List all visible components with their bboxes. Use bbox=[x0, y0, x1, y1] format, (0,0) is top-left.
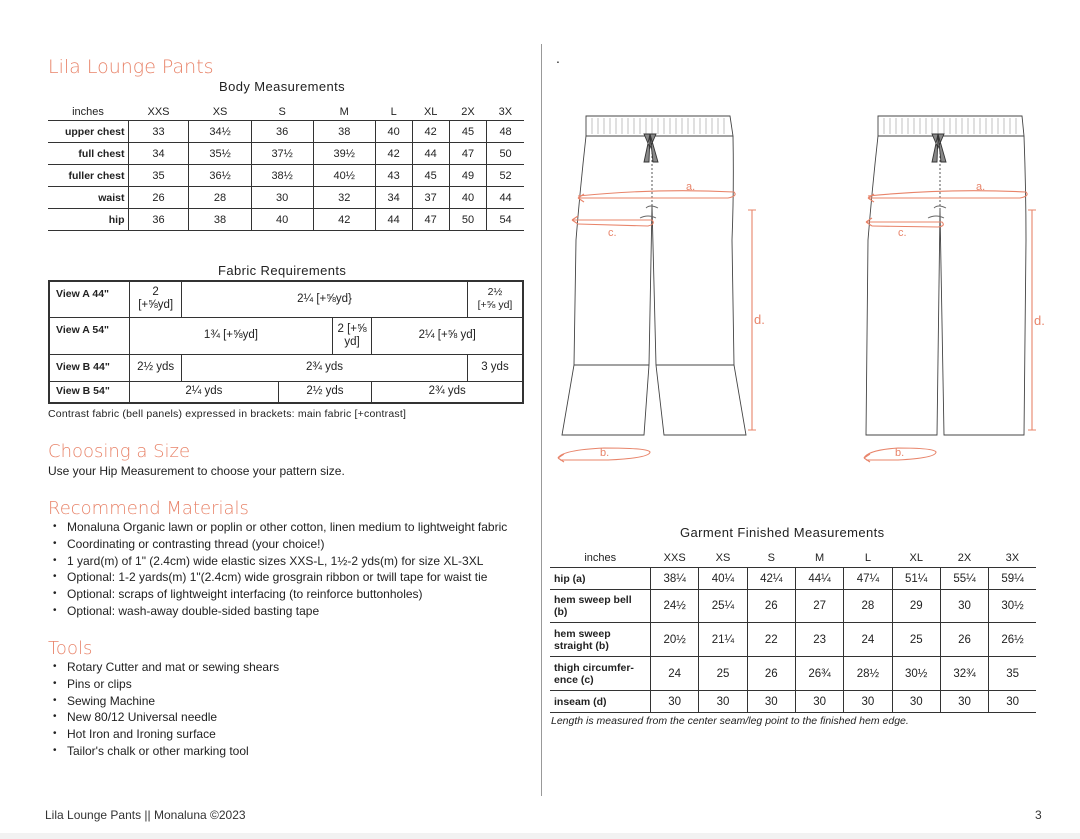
table-cell: 30 bbox=[940, 691, 988, 713]
table-cell: 39½ bbox=[313, 143, 375, 165]
table-row bbox=[48, 165, 524, 187]
table-cell: 30 bbox=[844, 691, 892, 713]
table-cell: 34½ bbox=[189, 121, 251, 143]
fabric-requirements-title: Fabric Requirements bbox=[218, 263, 347, 278]
list-item: • Optional: 1-2 yards(m) 1"(2.4cm) wide grosgrain ribbon or twill tape for waist tie bbox=[48, 569, 524, 586]
table-cell: 49 bbox=[449, 165, 486, 187]
body-measurements-table bbox=[48, 103, 524, 231]
label-b-right: b. bbox=[895, 447, 905, 459]
table-cell: 24½ bbox=[651, 590, 699, 623]
table-cell: 26 bbox=[747, 590, 795, 623]
table-cell: 26¾ bbox=[795, 657, 843, 691]
label-d-left: d. bbox=[754, 312, 765, 327]
size-header: M bbox=[339, 105, 349, 118]
table-cell: 20½ bbox=[651, 623, 699, 657]
measure-c-right bbox=[866, 218, 943, 227]
size-header: S bbox=[767, 552, 775, 564]
fabric-row-view-a54 bbox=[49, 317, 523, 354]
garment-note: Length is measured from the center seam/leg point to the finished hem edge. bbox=[551, 715, 909, 727]
fabric-cell: 2 [+⅝ yd] bbox=[332, 317, 372, 354]
list-item: • Optional: scraps of lightweight interfacing (to reinforce buttonholes) bbox=[48, 586, 524, 603]
list-item: • Tailor's chalk or other marking tool bbox=[48, 743, 524, 760]
label-c-right: c. bbox=[898, 227, 907, 239]
table-cell: 47¼ bbox=[844, 568, 892, 590]
table-cell: 35½ bbox=[189, 143, 251, 165]
table-cell: 21¼ bbox=[699, 623, 747, 657]
pants-diagram bbox=[548, 100, 1058, 472]
size-header: 2X bbox=[461, 105, 475, 118]
table-row bbox=[48, 209, 524, 231]
table-cell: 44¼ bbox=[795, 568, 843, 590]
fabric-cell: 2½ [+⅝ yd] bbox=[467, 281, 523, 317]
table-cell: 38 bbox=[189, 209, 251, 231]
table-cell: 44 bbox=[375, 209, 412, 231]
fabric-requirements-table bbox=[48, 280, 524, 404]
table-header-row bbox=[48, 103, 524, 121]
fabric-cell: 2¼ yds bbox=[130, 381, 278, 403]
choosing-size-heading: Choosing a Size bbox=[48, 441, 191, 462]
table-cell: 37½ bbox=[251, 143, 313, 165]
size-header: XXS bbox=[663, 552, 686, 564]
row-label: hip (a) bbox=[550, 568, 651, 590]
table-cell: 22 bbox=[747, 623, 795, 657]
column-divider bbox=[541, 44, 542, 796]
table-cell: 52 bbox=[487, 165, 524, 187]
table-cell: 30 bbox=[940, 590, 988, 623]
table-cell: 44 bbox=[412, 143, 449, 165]
fabric-cell: 1¾ [+⅝yd] bbox=[130, 317, 332, 354]
materials-list bbox=[48, 519, 524, 620]
fabric-cell: 3 yds bbox=[467, 354, 523, 381]
page-bottom-edge bbox=[0, 833, 1080, 839]
row-label: hem sweep bell (b) bbox=[550, 590, 651, 623]
table-cell: 38 bbox=[313, 121, 375, 143]
table-cell: 40 bbox=[251, 209, 313, 231]
unit-header: inches bbox=[72, 105, 104, 118]
table-header-row bbox=[550, 549, 1036, 568]
fabric-row-view-b44 bbox=[49, 354, 523, 381]
table-cell: 51¼ bbox=[892, 568, 940, 590]
table-cell: 40½ bbox=[313, 165, 375, 187]
table-cell: 43 bbox=[375, 165, 412, 187]
measure-a-left bbox=[578, 191, 735, 202]
table-cell: 42 bbox=[313, 209, 375, 231]
table-cell: 32¾ bbox=[940, 657, 988, 691]
table-cell: 50 bbox=[487, 143, 524, 165]
table-row bbox=[550, 691, 1036, 713]
stray-marker: . bbox=[556, 50, 560, 66]
table-cell: 37 bbox=[412, 187, 449, 209]
table-cell: 30 bbox=[795, 691, 843, 713]
row-label: inseam (d) bbox=[550, 691, 651, 713]
table-cell: 38¼ bbox=[651, 568, 699, 590]
list-item: • Rotary Cutter and mat or sewing shears bbox=[48, 659, 524, 676]
row-label: thigh circumfer-ence (c) bbox=[550, 657, 651, 691]
size-header: L bbox=[864, 552, 871, 564]
fabric-cell: 2¼ [+⅝yd} bbox=[182, 281, 468, 317]
row-label: hip bbox=[48, 209, 128, 231]
table-cell: 45 bbox=[412, 165, 449, 187]
table-cell: 29 bbox=[892, 590, 940, 623]
fabric-cell: 2 [+⅝yd] bbox=[130, 281, 182, 317]
row-label: View B 44" bbox=[49, 354, 130, 381]
table-cell: 30 bbox=[989, 691, 1036, 713]
row-label: full chest bbox=[48, 143, 128, 165]
table-cell: 35 bbox=[128, 165, 189, 187]
label-d-right: d. bbox=[1034, 313, 1045, 328]
table-row bbox=[48, 121, 524, 143]
size-header: 2X bbox=[957, 552, 972, 564]
table-cell: 25¼ bbox=[699, 590, 747, 623]
garment-title: Garment Finished Measurements bbox=[680, 525, 885, 540]
row-label: upper chest bbox=[48, 121, 128, 143]
table-cell: 24 bbox=[844, 623, 892, 657]
table-cell: 30½ bbox=[892, 657, 940, 691]
list-item: • Hot Iron and Ironing surface bbox=[48, 726, 524, 743]
unit-header: inches bbox=[584, 552, 617, 564]
table-cell: 50 bbox=[449, 209, 486, 231]
table-cell: 40 bbox=[449, 187, 486, 209]
fabric-cell: 2¾ yds bbox=[372, 381, 523, 403]
table-cell: 47 bbox=[449, 143, 486, 165]
table-cell: 26 bbox=[747, 657, 795, 691]
bell-pants-illustration bbox=[562, 116, 746, 435]
row-label: waist bbox=[48, 187, 128, 209]
tools-heading: Tools bbox=[48, 638, 93, 659]
size-header: S bbox=[278, 105, 286, 118]
label-a-left: a. bbox=[686, 181, 696, 193]
table-cell: 48 bbox=[487, 121, 524, 143]
list-item: • Sewing Machine bbox=[48, 693, 524, 710]
table-cell: 44 bbox=[487, 187, 524, 209]
table-cell: 33 bbox=[128, 121, 189, 143]
table-cell: 42 bbox=[412, 121, 449, 143]
table-cell: 30 bbox=[699, 691, 747, 713]
size-header: 3X bbox=[1005, 552, 1020, 564]
list-item: • Optional: wash-away double-sided basting tape bbox=[48, 603, 524, 620]
table-cell: 47 bbox=[412, 209, 449, 231]
list-item: • Coordinating or contrasting thread (your choice!) bbox=[48, 536, 524, 553]
label-a-right: a. bbox=[976, 181, 986, 193]
fabric-cell: 2¾ yds bbox=[182, 354, 468, 381]
fabric-cell: 2½ yds bbox=[130, 354, 182, 381]
table-cell: 26 bbox=[128, 187, 189, 209]
label-b-left: b. bbox=[600, 447, 610, 459]
table-cell: 30 bbox=[892, 691, 940, 713]
size-header: XL bbox=[423, 105, 438, 118]
size-header: XS bbox=[715, 552, 731, 564]
list-item: • New 80/12 Universal needle bbox=[48, 709, 524, 726]
table-cell: 36½ bbox=[189, 165, 251, 187]
table-cell: 40 bbox=[375, 121, 412, 143]
table-row bbox=[550, 623, 1036, 657]
table-cell: 30 bbox=[651, 691, 699, 713]
table-cell: 32 bbox=[313, 187, 375, 209]
table-cell: 28 bbox=[844, 590, 892, 623]
fabric-cell: 2¼ [+⅝ yd] bbox=[372, 317, 523, 354]
table-cell: 30 bbox=[251, 187, 313, 209]
table-cell: 26½ bbox=[989, 623, 1036, 657]
list-item: • 1 yard(m) of 1" (2.4cm) wide elastic sizes XXS-L, 1½-2 yds(m) for size XL-3XL bbox=[48, 553, 524, 570]
table-row bbox=[550, 657, 1036, 691]
table-cell: 38½ bbox=[251, 165, 313, 187]
size-header: XS bbox=[212, 105, 228, 118]
page-number: 3 bbox=[1035, 808, 1042, 822]
measure-a-right bbox=[868, 191, 1027, 202]
table-cell: 36 bbox=[251, 121, 313, 143]
document-title: Lila Lounge Pants bbox=[48, 56, 214, 78]
straight-pants-illustration bbox=[866, 116, 1026, 435]
choosing-size-text: Use your Hip Measurement to choose your pattern size. bbox=[48, 464, 345, 478]
row-label: hem sweep straight (b) bbox=[550, 623, 651, 657]
table-cell: 25 bbox=[699, 657, 747, 691]
page-footer: Lila Lounge Pants || Monaluna ©2023 bbox=[45, 808, 246, 822]
fabric-cell: 2½ yds bbox=[278, 381, 372, 403]
size-header: XXS bbox=[147, 105, 170, 118]
materials-heading: Recommend Materials bbox=[48, 498, 249, 519]
size-header: L bbox=[390, 105, 397, 118]
table-cell: 59¼ bbox=[989, 568, 1036, 590]
size-header: XL bbox=[909, 552, 923, 564]
table-cell: 25 bbox=[892, 623, 940, 657]
table-cell: 23 bbox=[795, 623, 843, 657]
garment-measurements-table bbox=[550, 549, 1036, 713]
table-cell: 26 bbox=[940, 623, 988, 657]
table-cell: 28 bbox=[189, 187, 251, 209]
size-header: M bbox=[815, 552, 825, 564]
table-cell: 42¼ bbox=[747, 568, 795, 590]
table-cell: 40¼ bbox=[699, 568, 747, 590]
table-cell: 42 bbox=[375, 143, 412, 165]
size-header: 3X bbox=[498, 105, 513, 118]
label-c-left: c. bbox=[608, 227, 617, 239]
table-cell: 30 bbox=[747, 691, 795, 713]
table-cell: 27 bbox=[795, 590, 843, 623]
row-label: View B 54" bbox=[49, 381, 130, 403]
table-cell: 45 bbox=[449, 121, 486, 143]
table-cell: 34 bbox=[375, 187, 412, 209]
row-label: View A 54" bbox=[49, 317, 130, 354]
fabric-row-view-b54 bbox=[49, 381, 523, 403]
list-item: • Pins or clips bbox=[48, 676, 524, 693]
row-label: View A 44" bbox=[49, 281, 130, 317]
table-cell: 55¼ bbox=[940, 568, 988, 590]
table-cell: 30½ bbox=[989, 590, 1036, 623]
fabric-row-view-a44 bbox=[49, 281, 523, 317]
table-cell: 54 bbox=[487, 209, 524, 231]
table-row bbox=[550, 568, 1036, 590]
body-measurements-title: Body Measurements bbox=[219, 79, 346, 94]
table-cell: 24 bbox=[651, 657, 699, 691]
table-cell: 34 bbox=[128, 143, 189, 165]
fabric-note: Contrast fabric (bell panels) expressed in brackets: main fabric [+contrast] bbox=[48, 408, 407, 420]
list-item: • Monaluna Organic lawn or poplin or other cotton, linen medium to lightweight fabric bbox=[48, 519, 524, 536]
tools-list bbox=[48, 659, 524, 760]
row-label: fuller chest bbox=[48, 165, 128, 187]
table-row bbox=[48, 187, 524, 209]
table-cell: 35 bbox=[989, 657, 1036, 691]
table-cell: 28½ bbox=[844, 657, 892, 691]
table-cell: 36 bbox=[128, 209, 189, 231]
table-row bbox=[550, 590, 1036, 623]
table-row bbox=[48, 143, 524, 165]
